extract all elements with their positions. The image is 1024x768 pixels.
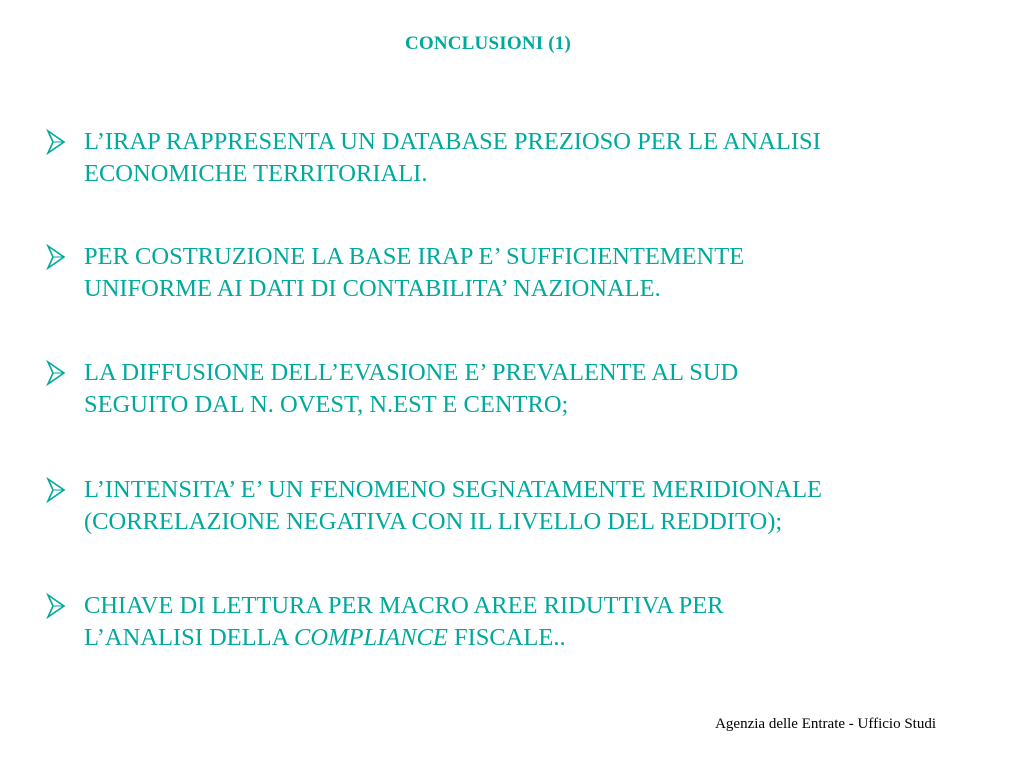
- footer-credit: Agenzia delle Entrate - Ufficio Studi: [715, 716, 936, 732]
- bullet-item: [46, 357, 966, 421]
- arrowhead-bullet-icon: [46, 477, 66, 503]
- bullet-text: [84, 126, 966, 190]
- bullet-line-1: PER COSTRUZIONE LA BASE IRAP E’ SUFFICIENTEMENTE: [84, 243, 745, 270]
- bullet-line-2: [84, 624, 566, 651]
- bullet-line-2: (CORRELAZIONE NEGATIVA CON IL LIVELLO DEL REDDITO);: [84, 508, 783, 535]
- bullet-line-2: SEGUITO DAL N. OVEST, N.EST E CENTRO;: [84, 391, 569, 418]
- bullet-text: [84, 241, 966, 305]
- slide-title: CONCLUSIONI (1): [404, 33, 572, 54]
- bullet-emphasis: COMPLIANCE: [294, 624, 448, 651]
- bullet-item: [46, 474, 966, 538]
- bullet-line-2-start: L’ANALISI DELLA: [84, 624, 295, 651]
- arrowhead-bullet-icon: [46, 129, 66, 155]
- arrowhead-bullet-icon: [46, 360, 66, 386]
- bullet-line-1: L’INTENSITA’ E’ UN FENOMENO SEGNATAMENTE MERIDIONALE: [84, 476, 823, 503]
- bullet-line-1: CHIAVE DI LETTURA PER MACRO AREE RIDUTTIVA PER: [84, 592, 724, 619]
- bullet-item: [46, 126, 966, 190]
- bullet-line-2: UNIFORME AI DATI DI CONTABILITA’ NAZIONALE.: [84, 275, 661, 302]
- bullet-item: [46, 241, 966, 305]
- bullet-line-1: L’IRAP RAPPRESENTA UN DATABASE PREZIOSO PER LE ANALISI: [84, 128, 821, 155]
- bullet-text: [84, 474, 966, 538]
- bullet-line-2: ECONOMICHE TERRITORIALI.: [84, 160, 428, 187]
- bullet-item: [46, 590, 966, 654]
- arrowhead-bullet-icon: [46, 244, 66, 270]
- bullet-text: [84, 357, 966, 421]
- arrowhead-bullet-icon: [46, 593, 66, 619]
- bullet-text: [84, 590, 966, 654]
- bullet-line-1: LA DIFFUSIONE DELL’EVASIONE E’ PREVALENTE AL SUD: [84, 359, 739, 386]
- bullet-line-2-end: FISCALE..: [447, 624, 566, 651]
